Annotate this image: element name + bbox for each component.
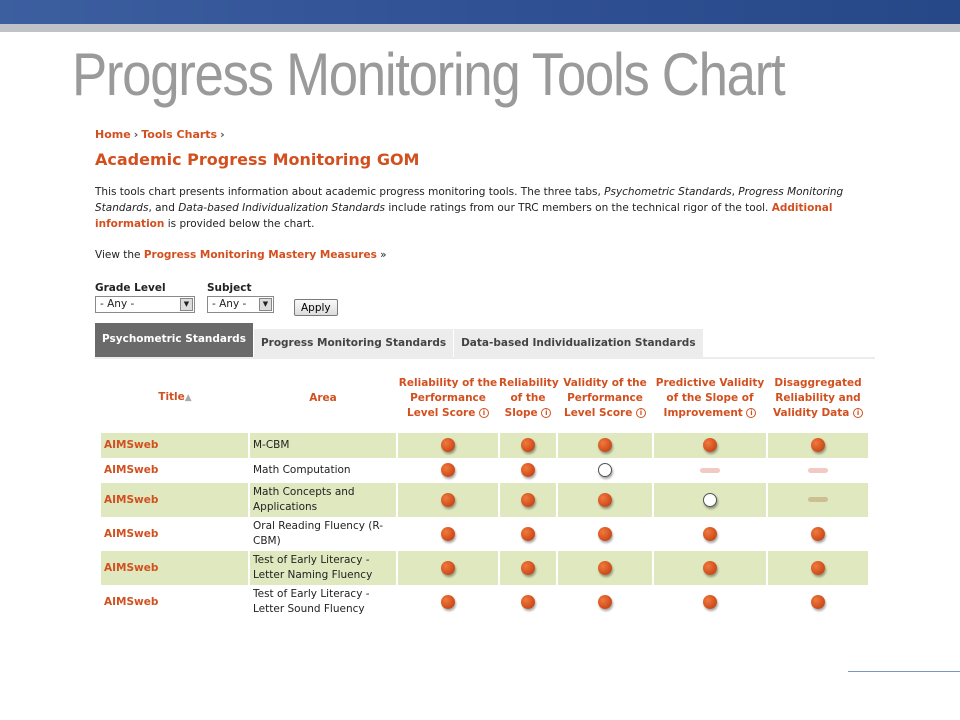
header-label: Validity of the Performance Level Score [563,376,647,419]
grade-level-value: - Any - [100,298,135,310]
full-bubble-icon [811,561,825,575]
table-header-row [101,363,869,433]
info-icon[interactable]: i [541,408,551,418]
rating-cell [557,458,653,483]
intro-text: include ratings from our TRC members on the technical rigor of the tool. [384,202,772,214]
intro-text: , [731,186,739,198]
full-bubble-icon [441,463,455,477]
rating-cell [397,585,499,615]
full-bubble-icon [598,438,612,452]
tab-psychometric-standards[interactable]: Psychometric Standards [95,323,254,357]
tool-title-link[interactable]: AIMSweb [101,483,249,517]
empty-bubble-icon [703,493,717,507]
rating-cell [397,458,499,483]
full-bubble-icon [521,561,535,575]
info-icon[interactable]: i [746,408,756,418]
top-banner [0,0,960,24]
column-header-validity-performance [557,363,653,433]
full-bubble-icon [811,595,825,609]
column-header-title[interactable] [101,363,249,433]
rating-cell [653,483,767,517]
tool-title-link[interactable]: AIMSweb [101,433,249,458]
title-header-label: Title [158,391,185,403]
view-prefix: View the [95,249,144,261]
tool-area: Test of Early Literacy - Letter Sound Fluency [249,585,397,615]
rating-cell [767,585,869,615]
table-row [101,551,869,585]
rating-cell [557,585,653,615]
filter-bar [95,279,885,313]
full-bubble-icon [703,527,717,541]
rating-cell [499,517,557,551]
rating-cell [557,551,653,585]
area-header-label: Area [309,391,337,404]
rating-cell [767,458,869,483]
table-row [101,433,869,458]
additional-info-link[interactable]: Additional information [95,202,833,230]
grade-level-select[interactable] [95,296,195,313]
breadcrumb-separator: › [133,128,139,141]
table-row [101,458,869,483]
tool-title-link[interactable]: AIMSweb [101,458,249,483]
column-header-reliability-performance [397,363,499,433]
full-bubble-icon [441,527,455,541]
rating-cell [653,517,767,551]
rating-cell [499,433,557,458]
view-mastery-line [95,249,885,265]
full-bubble-icon [521,527,535,541]
rating-cell [767,517,869,551]
subject-label: Subject [207,282,252,294]
table-row [101,517,869,551]
full-bubble-icon [521,493,535,507]
full-bubble-icon [441,438,455,452]
rating-cell [499,551,557,585]
full-bubble-icon [703,595,717,609]
chevron-down-icon[interactable]: ▼ [259,298,272,311]
dash-icon [700,468,720,473]
tool-title-link[interactable]: AIMSweb [101,585,249,615]
header-label: Predictive Validity of the Slope of Improvement [655,376,765,419]
rating-cell [653,458,767,483]
chevron-down-icon[interactable]: ▼ [180,298,193,311]
rating-cell [499,585,557,615]
tool-area: Math Concepts and Applications [249,483,397,517]
top-divider [0,24,960,32]
rating-cell [397,483,499,517]
intro-em: Psychometric Standards [604,186,732,198]
breadcrumb-tools-link[interactable]: Tools Charts [141,128,218,141]
dash-icon [808,497,828,502]
rating-cell [397,517,499,551]
web-page [95,125,885,615]
rating-cell [767,551,869,585]
full-bubble-icon [441,493,455,507]
intro-em: Data-based Individualization Standards [178,202,385,214]
full-bubble-icon [811,527,825,541]
bottom-divider [848,671,960,672]
full-bubble-icon [703,438,717,452]
rating-cell [397,433,499,458]
rating-cell [499,483,557,517]
dash-icon [808,468,828,473]
info-icon[interactable]: i [636,408,646,418]
subject-filter [207,282,274,313]
intro-paragraph [95,184,865,232]
info-icon[interactable]: i [479,408,489,418]
intro-em: Progress Monitoring Standards [95,186,844,214]
full-bubble-icon [441,561,455,575]
tools-table [101,363,870,615]
subject-select[interactable] [207,296,274,313]
tools-table-container [95,357,875,615]
rating-cell [653,433,767,458]
column-header-area[interactable] [249,363,397,433]
tool-title-link[interactable]: AIMSweb [101,551,249,585]
subject-value: - Any - [212,298,247,310]
rating-cell [767,483,869,517]
table-row [101,483,869,517]
column-header-reliability-slope [499,363,557,433]
full-bubble-icon [521,595,535,609]
grade-filter [95,282,195,313]
page-title: Academic Progress Monitoring GOM [95,150,420,169]
full-bubble-icon [521,463,535,477]
full-bubble-icon [811,438,825,452]
slide-title: Progress Monitoring Tools Chart [72,41,785,108]
breadcrumb [95,125,885,145]
tab-data-based-individualization[interactable]: Data-based Individualization Standards [454,329,703,357]
header-label: Reliability of the Performance Level Score [398,376,498,419]
tab-bar [95,323,885,357]
full-bubble-icon [598,561,612,575]
table-row [101,585,869,615]
intro-text: , and [148,202,179,214]
rating-cell [767,433,869,458]
empty-bubble-icon [598,463,612,477]
tool-area: Math Computation [249,458,397,483]
info-icon[interactable]: i [853,408,863,418]
full-bubble-icon [598,595,612,609]
rating-cell [499,458,557,483]
column-header-predictive-validity [653,363,767,433]
view-suffix: » [376,249,387,261]
tab-progress-monitoring-standards[interactable]: Progress Monitoring Standards [254,329,454,357]
full-bubble-icon [598,527,612,541]
tool-area: Oral Reading Fluency (R-CBM) [249,517,397,551]
full-bubble-icon [441,595,455,609]
intro-text: is provided below the chart. [164,218,315,230]
rating-cell [653,551,767,585]
table-body [101,433,869,615]
sort-up-icon[interactable]: ▲ [184,393,192,403]
header-label: Disaggregated Reliability and Validity Data [772,376,862,419]
rating-cell [557,517,653,551]
tool-area: M-CBM [249,433,397,458]
mastery-measures-link[interactable]: Progress Monitoring Mastery Measures [143,249,377,261]
intro-text: This tools chart presents information about academic progress monitoring tools. The three tabs, [95,186,605,198]
tool-title-link[interactable]: AIMSweb [101,517,249,551]
tool-area: Test of Early Literacy - Letter Naming Fluency [249,551,397,585]
rating-cell [397,551,499,585]
header-label: Reliability of the Slope [499,376,559,419]
column-header-disaggregated-data [767,363,869,433]
full-bubble-icon [703,561,717,575]
full-bubble-icon [598,493,612,507]
breadcrumb-home-link[interactable]: Home [95,128,131,141]
rating-cell [557,433,653,458]
rating-cell [653,585,767,615]
rating-cell [557,483,653,517]
apply-button[interactable]: Apply [294,299,338,316]
breadcrumb-separator: › [220,128,225,141]
full-bubble-icon [521,438,535,452]
grade-level-label: Grade Level [95,282,166,294]
